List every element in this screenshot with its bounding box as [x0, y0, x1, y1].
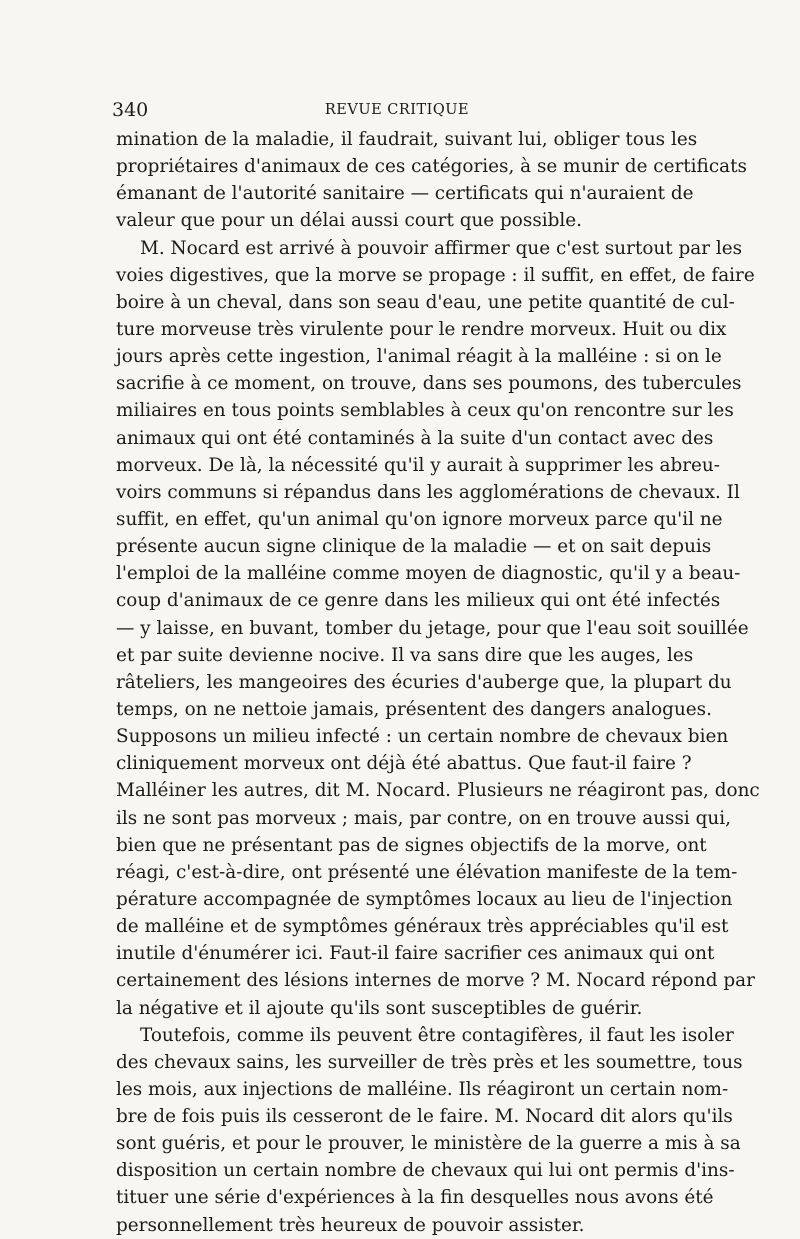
text-line: tituer une série d'expériences à la fin desquelles nous avons été: [116, 1187, 714, 1209]
text-line: sacrifie à ce moment, on trouve, dans ses poumons, des tubercules: [116, 373, 742, 395]
text-line: et par suite devienne nocive. Il va sans dire que les auges, les: [116, 644, 694, 666]
text-line: voirs communs si répandus dans les agglomérations de chevaux. Il: [116, 481, 740, 503]
text-line: valeur que pour un délai aussi court que possible.: [116, 210, 583, 232]
text-line: sont guéris, et pour le prouver, le ministère de la guerre a mis à sa: [116, 1133, 741, 1155]
text-line: de malléine et de symptômes généraux très appréciables qu'il est: [116, 916, 729, 938]
running-title: REVUE CRITIQUE: [324, 102, 470, 118]
text-line: l'emploi de la malléine comme moyen de diagnostic, qu'il y a beau-: [116, 563, 741, 585]
text-line: morveux. De là, la nécessité qu'il y aurait à supprimer les abreu-: [116, 454, 720, 476]
text-line: animaux qui ont été contaminés à la suite d'un contact avec des: [116, 427, 714, 449]
text-line: ture morveuse très virulente pour le rendre morveux. Huit ou dix: [116, 318, 727, 340]
text-line: les mois, aux injections de malléine. Ils réagiront un certain nom-: [116, 1078, 729, 1100]
text-line: ils ne sont pas morveux ; mais, par contre, on en trouve aussi qui,: [116, 807, 731, 829]
text-line: personnellement très heureux de pouvoir assister.: [116, 1214, 585, 1236]
text-line: bre de fois puis ils cesseront de le faire. M. Nocard dit alors qu'ils: [116, 1106, 733, 1128]
text-line: temps, on ne nettoie jamais, présentent des dangers analogues.: [116, 698, 712, 720]
text-line: cliniquement morveux ont déjà été abattus. Que faut-il faire ?: [116, 753, 692, 775]
text-line: la négative et il ajoute qu'ils sont susceptibles de guérir.: [116, 997, 643, 1019]
text-line: des chevaux sains, les surveiller de très près et les soumettre, tous: [116, 1051, 743, 1073]
text-line: présente aucun signe clinique de la maladie — et on sait depuis: [116, 536, 712, 558]
body-text: [116, 126, 760, 1239]
text-line: coup d'animaux de ce genre dans les milieux qui ont été infectés: [116, 590, 721, 612]
text-line: miliaires en tous points semblables à ceux qu'on rencontre sur les: [116, 400, 734, 422]
text-line: propriétaires d'animaux de ces catégories, à se munir de certificats: [116, 156, 747, 178]
page-header: [112, 96, 688, 124]
text-line: réagi, c'est-à-dire, ont présenté une élévation manifeste de la tem-: [116, 861, 738, 883]
text-line: jours après cette ingestion, l'animal réagit à la malléine : si on le: [116, 346, 722, 368]
page-number: 340: [112, 99, 149, 121]
text-line: M. Nocard est arrivé à pouvoir affirmer que c'est surtout par les: [140, 237, 743, 259]
text-line: Malléiner les autres, dit M. Nocard. Plusieurs ne réagiront pas, donc: [116, 780, 760, 802]
text-line: émanant de l'autorité sanitaire — certificats qui n'auraient de: [116, 183, 694, 205]
text-line: Toutefois, comme ils peuvent être contagifères, il faut les isoler: [140, 1024, 734, 1046]
text-line: pérature accompagnée de symptômes locaux au lieu de l'injection: [116, 888, 733, 910]
text-line: certainement des lésions internes de morve ? M. Nocard répond par: [116, 970, 755, 992]
text-line: voies digestives, que la morve se propage : il suffit, en effet, de faire: [116, 264, 755, 286]
text-line: disposition un certain nombre de chevaux qui lui ont permis d'ins-: [116, 1160, 735, 1182]
text-line: mination de la maladie, il faudrait, suivant lui, obliger tous les: [116, 129, 698, 150]
text-line: Supposons un milieu infecté : un certain nombre de chevaux bien: [116, 726, 729, 748]
text-line: inutile d'énumérer ici. Faut-il faire sacrifier ces animaux qui ont: [116, 943, 715, 965]
text-line: suffit, en effet, qu'un animal qu'on ignore morveux parce qu'il ne: [116, 508, 723, 530]
text-line: râteliers, les mangeoires des écuries d'auberge que, la plupart du: [116, 671, 732, 693]
text-line: boire à un cheval, dans son seau d'eau, une petite quantité de cul-: [116, 291, 735, 313]
text-line: bien que ne présentant pas de signes objectifs de la morve, ont: [116, 834, 707, 856]
text-line: — y laisse, en buvant, tomber du jetage, pour que l'eau soit souillée: [116, 617, 749, 639]
